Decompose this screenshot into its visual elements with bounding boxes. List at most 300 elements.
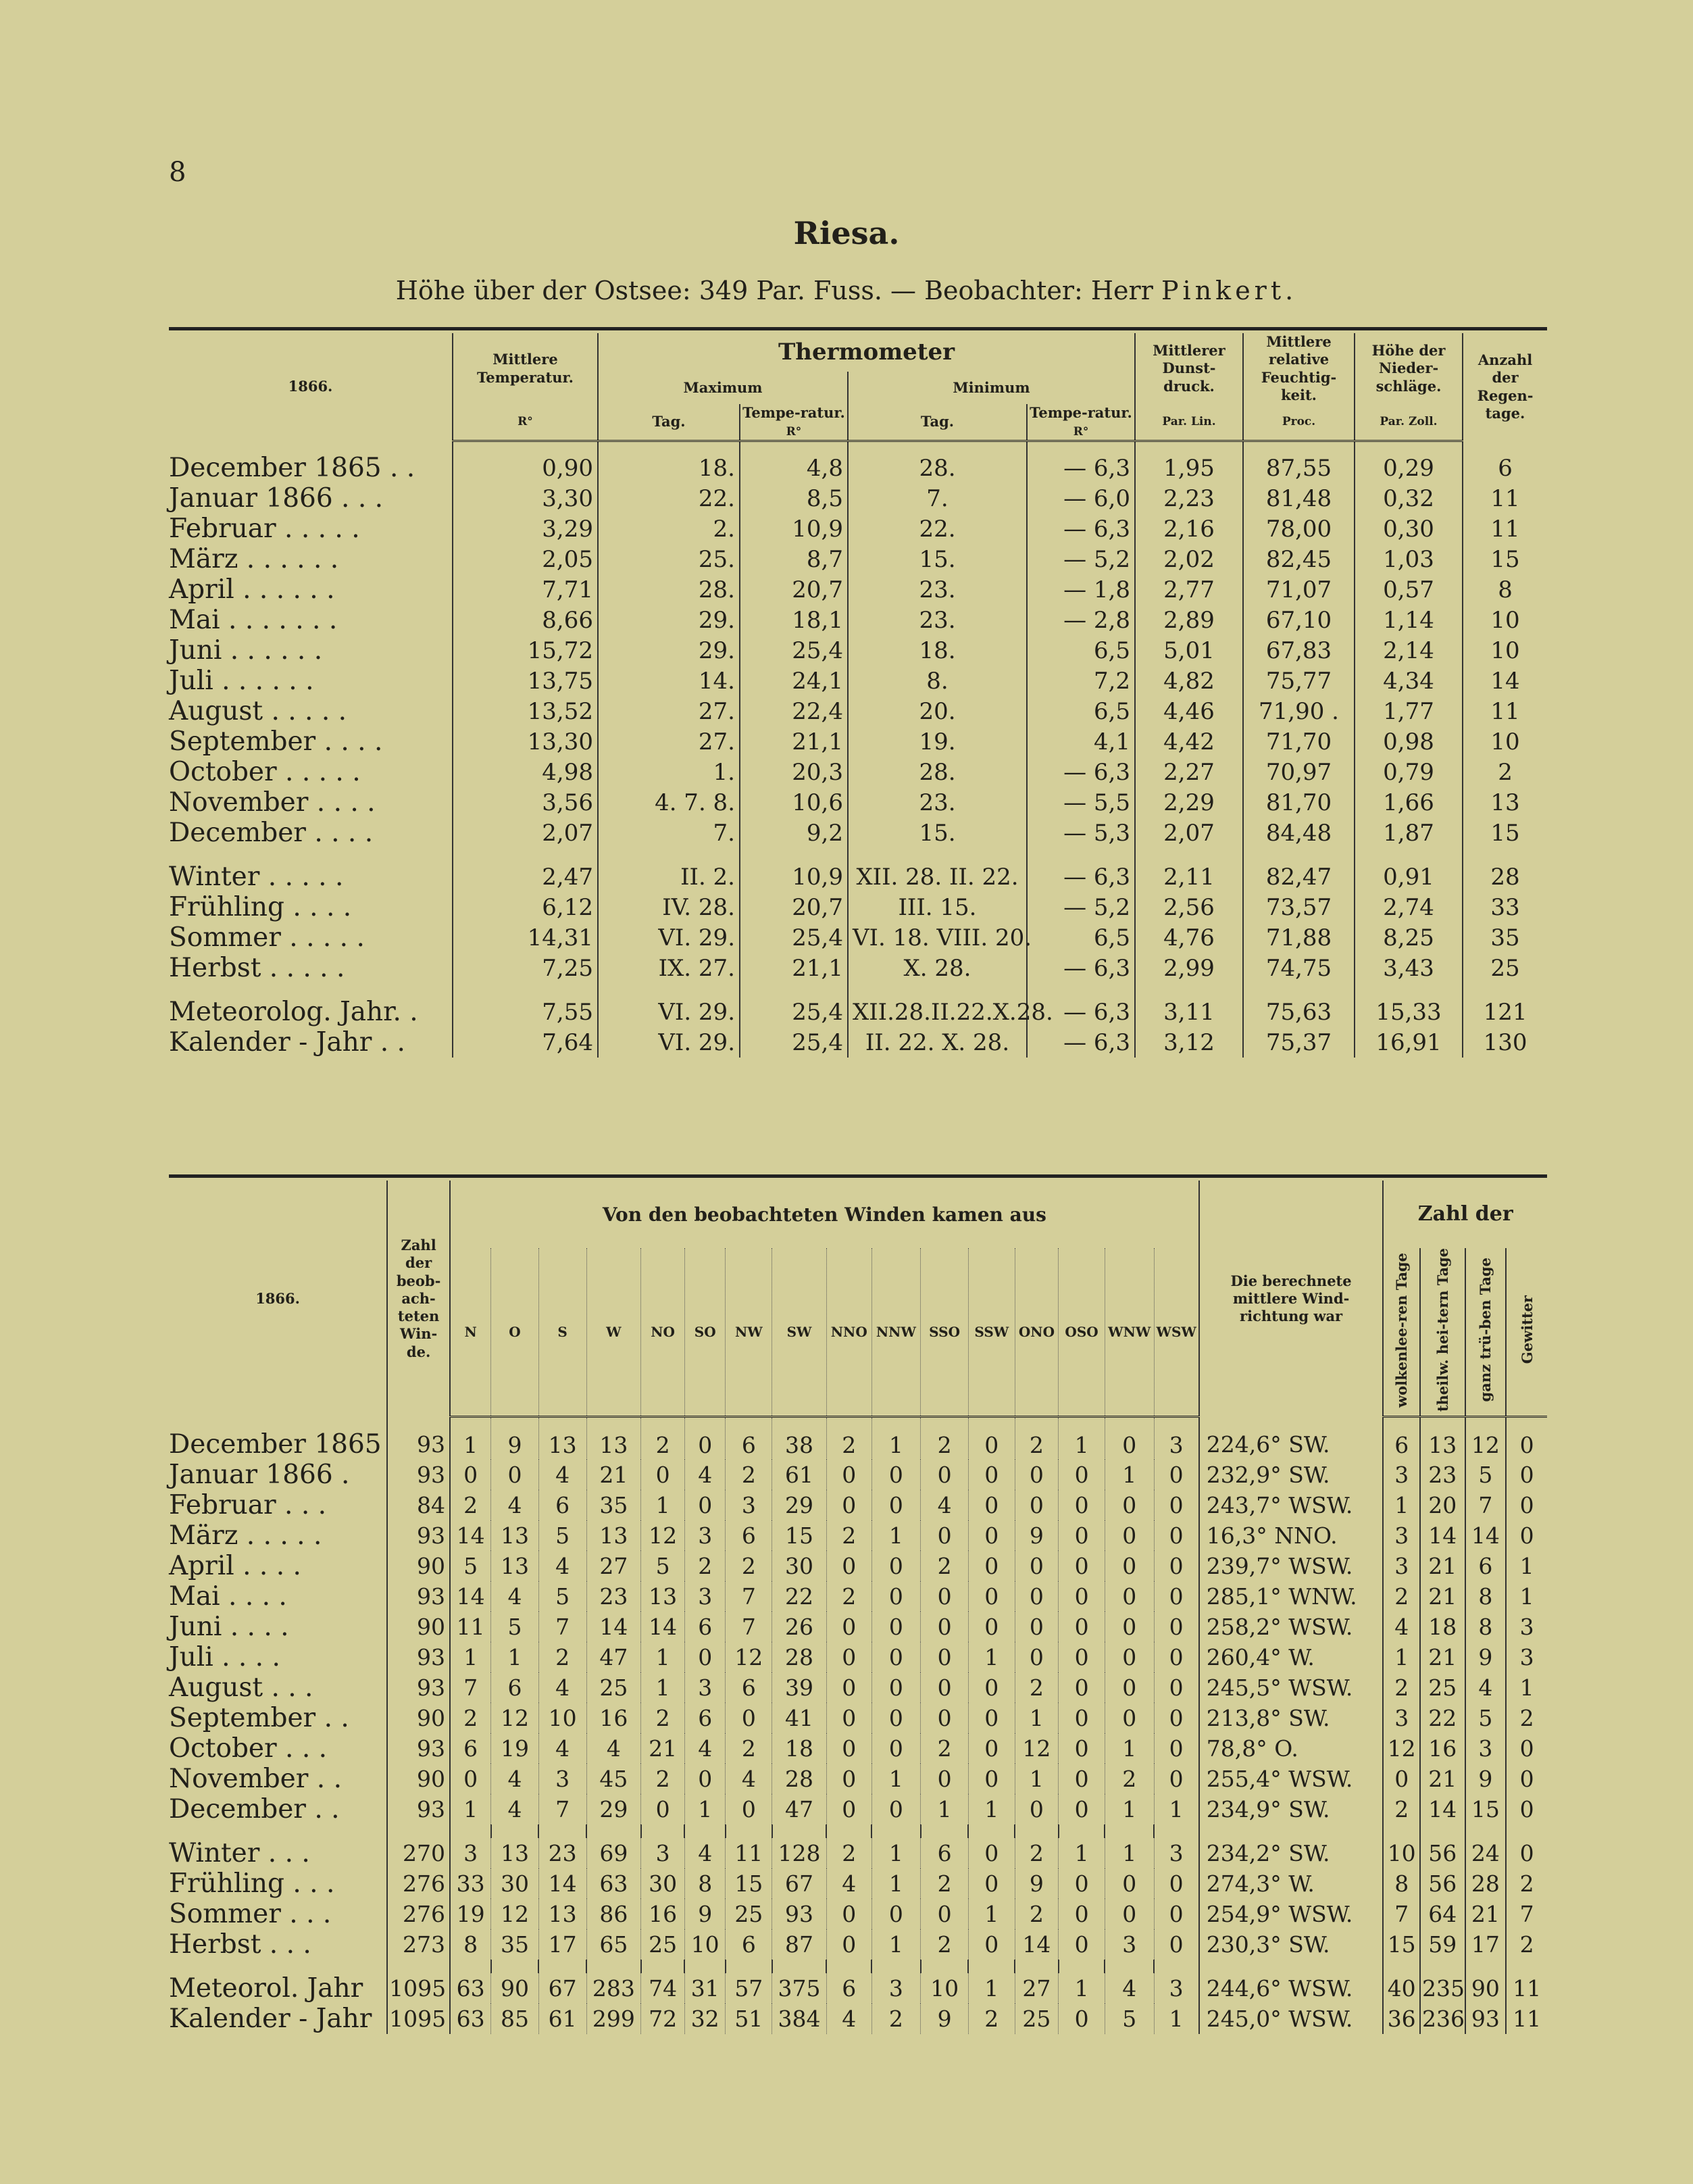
cell-mean: 7,25	[453, 953, 598, 983]
cell-wind: 1	[1015, 1703, 1059, 1733]
cell-wind: 0	[826, 1733, 871, 1764]
cell-wind: 0	[968, 1672, 1015, 1703]
cell-min-t: — 6,3	[1027, 514, 1135, 544]
cell-wind: 61	[538, 2004, 586, 2034]
cell-wind: 0	[826, 1794, 871, 1825]
row-label: Kalender - Jahr	[169, 2003, 372, 2034]
cell-wind: 1	[1105, 1838, 1154, 1868]
cell-wind: 3	[1105, 1929, 1154, 1960]
cell-wind: 0	[1059, 1703, 1105, 1733]
cell-wind: 0	[726, 1794, 772, 1825]
cell-days: 14	[1420, 1520, 1465, 1551]
cell-rain: 121	[1463, 997, 1547, 1027]
cell-days: 25	[1420, 1672, 1465, 1703]
table-row-month	[169, 666, 1547, 696]
table-row-season	[169, 953, 1547, 983]
cell-wind: 2	[826, 1520, 871, 1551]
cell-wind: 0	[1105, 1868, 1154, 1899]
cell-wind: 0	[1154, 1672, 1199, 1703]
cell-wind: 0	[921, 1460, 969, 1490]
cell-wind: 14	[450, 1581, 491, 1612]
cell-vapor: 2,02	[1135, 544, 1243, 574]
cell-mean: 13,75	[453, 666, 598, 696]
cell-max-t: 8,7	[740, 544, 848, 574]
cell-mean: 13,30	[453, 726, 598, 757]
cell-wind: 1	[1015, 1764, 1059, 1794]
cell-wind: 0	[1154, 1733, 1199, 1764]
cell-wind: 0	[491, 1460, 539, 1490]
cell-days: 3	[1506, 1612, 1547, 1642]
cell-days: 0	[1506, 1520, 1547, 1551]
unit-humidity: Proc.	[1243, 404, 1355, 441]
cell-max-day: VI. 29.	[598, 997, 740, 1027]
col-rain-days: Anzahl der Regen-tage.	[1463, 333, 1547, 441]
cell-wind: 7	[726, 1581, 772, 1612]
gap-cell	[1463, 848, 1547, 862]
cell-rain: 35	[1463, 922, 1547, 953]
cell-wind: 2	[1015, 1417, 1059, 1460]
cell-wind: 0	[826, 1551, 871, 1581]
cell-wind: 74	[641, 1973, 685, 2004]
cell-wind: 0	[1154, 1551, 1199, 1581]
cell-wind: 3	[538, 1764, 586, 1794]
cell-rain: 11	[1463, 514, 1547, 544]
cell-wind: 14	[586, 1612, 641, 1642]
cell-mean: 13,52	[453, 696, 598, 726]
gap-cell	[1355, 848, 1463, 862]
gap-cell	[1243, 848, 1355, 862]
cell-min-day: VI. 18. VIII. 20.	[848, 922, 1027, 953]
row-gap	[169, 983, 1547, 997]
cell-days: 93	[1465, 2004, 1507, 2034]
cell-wind: 0	[450, 1460, 491, 1490]
cell-wind: 0	[968, 1581, 1015, 1612]
cell-wind: 63	[450, 1973, 491, 2004]
wind-dir-header: S	[538, 1248, 586, 1417]
cell-hum: 67,10	[1243, 605, 1355, 635]
cell-wind: 1	[1059, 1973, 1105, 2004]
row-label: Frühling . . .	[169, 1868, 335, 1899]
cell-direction: 243,7° WSW.	[1199, 1490, 1384, 1520]
cell-wind: 0	[1154, 1899, 1199, 1929]
col-max-day: Tag.	[598, 404, 740, 441]
cell-wind: 10	[921, 1973, 969, 2004]
cell-min-day: 22.	[848, 514, 1027, 544]
cell-days: 1	[1506, 1581, 1547, 1612]
cell-wind: 5	[1105, 2004, 1154, 2034]
cell-wind: 9	[921, 2004, 969, 2034]
cell-hum: 71,88	[1243, 922, 1355, 953]
cell-vapor: 2,11	[1135, 862, 1243, 892]
wind-row-month	[169, 1581, 1547, 1612]
cell-vapor: 3,11	[1135, 997, 1243, 1027]
cell-wind: 12	[491, 1899, 539, 1929]
unit-vapor: Par. Lin.	[1135, 404, 1243, 441]
cell-rain: 11	[1463, 483, 1547, 514]
unit-mean-temp: R°	[453, 404, 598, 441]
cell-wind: 2	[538, 1642, 586, 1672]
cell-wind: 32	[684, 2004, 726, 2034]
cell-max-t: 22,4	[740, 696, 848, 726]
row-label: Februar . . . . .	[169, 514, 360, 544]
row-label: Herbst . . .	[169, 1929, 311, 1960]
cell-wind: 0	[1059, 1460, 1105, 1490]
cell-wind: 4	[1105, 1973, 1154, 2004]
cell-wind: 0	[968, 1520, 1015, 1551]
cell-hum: 75,63	[1243, 997, 1355, 1027]
cell-wind: 0	[871, 1703, 921, 1733]
cell-direction: 16,3° NNO.	[1199, 1520, 1384, 1551]
cell-days: 22	[1420, 1703, 1465, 1733]
cell-wind: 6	[726, 1520, 772, 1551]
cell-direction: 239,7° WSW.	[1199, 1551, 1384, 1581]
wind-dir-header: SO	[684, 1248, 726, 1417]
gap-cell	[598, 848, 740, 862]
cell-wind: 6	[684, 1612, 726, 1642]
page-subtitle	[0, 276, 1693, 305]
table-row-year	[169, 1027, 1547, 1058]
cell-max-t: 8,5	[740, 483, 848, 514]
cell-wind: 28	[772, 1764, 827, 1794]
cell-count: 1095	[387, 2004, 450, 2034]
cell-wind: 72	[641, 2004, 685, 2034]
cell-prec: 2,74	[1355, 892, 1463, 922]
row-label: December . .	[169, 1793, 340, 1825]
cell-max-day: 25.	[598, 544, 740, 574]
cell-wind: 0	[968, 1490, 1015, 1520]
cell-wind: 6	[726, 1929, 772, 1960]
cell-wind: 0	[871, 1612, 921, 1642]
row-gap	[169, 1960, 1547, 1973]
cell-wind: 2	[826, 1838, 871, 1868]
cell-days: 56	[1420, 1868, 1465, 1899]
observer-name: Pinkert.	[1161, 276, 1298, 305]
wind-dir-header: SSO	[921, 1248, 969, 1417]
cell-days: 2	[1383, 1672, 1420, 1703]
cell-wind: 0	[1059, 1612, 1105, 1642]
row-label: Meteorol. Jahr	[169, 1972, 363, 2004]
cell-wind: 2	[921, 1868, 969, 1899]
cell-mean: 3,30	[453, 483, 598, 514]
wind-row-month	[169, 1733, 1547, 1764]
cell-max-t: 25,4	[740, 922, 848, 953]
cell-count: 273	[387, 1929, 450, 1960]
cell-max-t: 9,2	[740, 818, 848, 848]
wind-row-month	[169, 1490, 1547, 1520]
cell-days: 9	[1465, 1642, 1507, 1672]
cell-max-t: 25,4	[740, 1027, 848, 1058]
cell-wind: 0	[1154, 1460, 1199, 1490]
cell-rain: 10	[1463, 605, 1547, 635]
cell-wind: 13	[641, 1581, 685, 1612]
cell-days: 0	[1383, 1764, 1420, 1794]
cell-wind: 0	[871, 1672, 921, 1703]
gap-cell	[1420, 1960, 1465, 1973]
cell-rain: 15	[1463, 544, 1547, 574]
row-label: November . . . .	[169, 787, 376, 818]
row-label: Frühling . . . .	[169, 892, 352, 922]
cell-wind: 0	[1015, 1551, 1059, 1581]
cell-count: 90	[387, 1612, 450, 1642]
row-label: Januar 1866 . . .	[169, 483, 384, 514]
cell-prec: 1,87	[1355, 818, 1463, 848]
gap-cell	[772, 1960, 827, 1973]
cell-wind: 0	[1059, 2004, 1105, 2034]
cell-vapor: 2,77	[1135, 574, 1243, 605]
cell-direction: 260,4° W.	[1199, 1642, 1384, 1672]
cell-wind: 29	[772, 1490, 827, 1520]
col-vapor: Mittlerer Dunst-druck.	[1135, 333, 1243, 404]
cell-wind: 13	[586, 1417, 641, 1460]
cell-mean: 15,72	[453, 635, 598, 666]
cell-wind: 0	[826, 1929, 871, 1960]
wind-dir-header: SSW	[968, 1248, 1015, 1417]
cell-wind: 3	[450, 1838, 491, 1868]
gap-cell	[169, 1960, 387, 1973]
cell-wind: 13	[491, 1520, 539, 1551]
cell-max-t: 10,9	[740, 862, 848, 892]
cell-min-t: 7,2	[1027, 666, 1135, 696]
cell-wind: 2	[826, 1581, 871, 1612]
cell-direction: 258,2° WSW.	[1199, 1612, 1384, 1642]
gap-cell	[1383, 1960, 1420, 1973]
cell-wind: 25	[1015, 2004, 1059, 2034]
wind-row-month	[169, 1551, 1547, 1581]
row-label: Winter . . .	[169, 1837, 310, 1868]
cell-wind: 0	[826, 1672, 871, 1703]
cell-wind: 0	[826, 1703, 871, 1733]
gap-cell	[726, 1960, 772, 1973]
cell-max-day: 22.	[598, 483, 740, 514]
cell-days: 23	[1420, 1460, 1465, 1490]
cell-rain: 11	[1463, 696, 1547, 726]
cell-hum: 74,75	[1243, 953, 1355, 983]
cell-wind: 90	[491, 1973, 539, 2004]
cell-wind: 0	[1154, 1642, 1199, 1672]
cell-days: 12	[1465, 1417, 1507, 1460]
cell-days: 13	[1420, 1417, 1465, 1460]
cell-days: 0	[1506, 1838, 1547, 1868]
cell-max-day: II. 2.	[598, 862, 740, 892]
cell-wind: 27	[586, 1551, 641, 1581]
cell-max-day: 27.	[598, 726, 740, 757]
cell-wind: 4	[586, 1733, 641, 1764]
wind-row-season	[169, 1929, 1547, 1960]
cell-wind: 2	[726, 1733, 772, 1764]
row-label: Juni . . . .	[169, 1611, 289, 1642]
cell-wind: 6	[538, 1490, 586, 1520]
cell-wind: 0	[968, 1551, 1015, 1581]
cell-mean: 7,71	[453, 574, 598, 605]
table-row-month	[169, 696, 1547, 726]
cell-rain: 14	[1463, 666, 1547, 696]
cell-max-t: 21,1	[740, 726, 848, 757]
gap-cell	[491, 1960, 539, 1973]
cell-days: 64	[1420, 1899, 1465, 1929]
row-gap	[169, 848, 1547, 862]
gap-cell	[848, 983, 1027, 997]
cell-count: 90	[387, 1764, 450, 1794]
cell-wind: 63	[450, 2004, 491, 2034]
cell-days: 36	[1383, 2004, 1420, 2034]
cell-prec: 0,29	[1355, 441, 1463, 483]
cell-min-day: 23.	[848, 574, 1027, 605]
cell-min-day: 23.	[848, 605, 1027, 635]
cell-days: 21	[1465, 1899, 1507, 1929]
cell-prec: 0,98	[1355, 726, 1463, 757]
cell-days: 0	[1506, 1794, 1547, 1825]
cell-direction: 254,9° WSW.	[1199, 1899, 1384, 1929]
cell-wind: 0	[684, 1764, 726, 1794]
cell-wind: 2	[641, 1764, 685, 1794]
cell-hum: 73,57	[1243, 892, 1355, 922]
cell-count: 93	[387, 1672, 450, 1703]
cell-prec: 0,91	[1355, 862, 1463, 892]
cell-wind: 2	[450, 1703, 491, 1733]
cell-wind: 47	[586, 1642, 641, 1672]
page-number: 8	[169, 157, 186, 188]
cell-wind: 6	[684, 1703, 726, 1733]
cell-wind: 45	[586, 1764, 641, 1794]
cell-days: 4	[1465, 1672, 1507, 1703]
gap-cell	[1383, 1825, 1420, 1838]
cell-wind: 2	[921, 1929, 969, 1960]
cell-wind: 22	[772, 1581, 827, 1612]
cell-direction: 224,6° SW.	[1199, 1417, 1384, 1460]
cell-wind: 25	[726, 1899, 772, 1929]
cell-hum: 84,48	[1243, 818, 1355, 848]
table-row-month	[169, 441, 1547, 483]
gap-cell	[1465, 1825, 1507, 1838]
cell-wind: 8	[684, 1868, 726, 1899]
cell-hum: 70,97	[1243, 757, 1355, 787]
row-label: Winter . . . . .	[169, 862, 344, 892]
cell-direction: 255,4° WSW.	[1199, 1764, 1384, 1794]
row-label: Februar . . .	[169, 1489, 327, 1520]
cell-wind: 0	[968, 1764, 1015, 1794]
cell-wind: 283	[586, 1973, 641, 2004]
wind-dir-header: NNO	[826, 1248, 871, 1417]
cell-days: 10	[1383, 1838, 1420, 1868]
cell-wind: 0	[1015, 1612, 1059, 1642]
cell-wind: 13	[491, 1551, 539, 1581]
temperature-table	[169, 333, 1547, 1058]
days-header	[1506, 1248, 1547, 1417]
row-label: December 1865 . .	[169, 453, 415, 483]
cell-wind: 21	[586, 1460, 641, 1490]
cell-min-day: XII. 28. II. 22.	[848, 862, 1027, 892]
cell-min-day: 28.	[848, 441, 1027, 483]
col-min-day: Tag.	[848, 404, 1027, 441]
wind-row-month	[169, 1417, 1547, 1460]
cell-prec: 0,30	[1355, 514, 1463, 544]
cell-wind: 25	[641, 1929, 685, 1960]
cell-wind: 4	[684, 1460, 726, 1490]
table-row-month	[169, 818, 1547, 848]
subtitle-text: Höhe über der Ostsee: 349 Par. Fuss. — Beobachter: Herr	[395, 276, 1153, 305]
cell-max-day: 28.	[598, 574, 740, 605]
cell-max-t: 24,1	[740, 666, 848, 696]
gap-cell	[726, 1825, 772, 1838]
cell-wind: 0	[871, 1581, 921, 1612]
cell-wind: 1	[1105, 1794, 1154, 1825]
wind-col-computed: Die berechnete mittlere Wind-richtung war	[1199, 1181, 1384, 1417]
col-thermometer: Thermometer	[598, 333, 1135, 372]
cell-min-t: — 6,0	[1027, 483, 1135, 514]
cell-wind: 5	[641, 1551, 685, 1581]
cell-wind: 1	[871, 1764, 921, 1794]
cell-wind: 93	[772, 1899, 827, 1929]
cell-days: 8	[1465, 1581, 1507, 1612]
cell-wind: 28	[772, 1642, 827, 1672]
cell-wind: 63	[586, 1868, 641, 1899]
cell-rain: 13	[1463, 787, 1547, 818]
cell-wind: 0	[1154, 1520, 1199, 1551]
cell-hum: 87,55	[1243, 441, 1355, 483]
gap-cell	[1154, 1825, 1199, 1838]
cell-wind: 4	[538, 1672, 586, 1703]
cell-wind: 14	[1015, 1929, 1059, 1960]
cell-wind: 15	[726, 1868, 772, 1899]
cell-days: 2	[1506, 1703, 1547, 1733]
row-label: October . . .	[169, 1733, 328, 1764]
cell-wind: 0	[684, 1642, 726, 1672]
cell-vapor: 5,01	[1135, 635, 1243, 666]
cell-days: 3	[1465, 1733, 1507, 1764]
wind-row-month	[169, 1612, 1547, 1642]
days-header-label: theilw. hei-tern Tage	[1434, 1248, 1451, 1412]
col-year: 1866.	[288, 378, 333, 395]
cell-wind: 0	[726, 1703, 772, 1733]
gap-cell	[1463, 983, 1547, 997]
wind-row-month	[169, 1703, 1547, 1733]
cell-wind: 6	[921, 1838, 969, 1868]
cell-wind: 30	[641, 1868, 685, 1899]
cell-direction: 213,8° SW.	[1199, 1703, 1384, 1733]
cell-wind: 67	[772, 1868, 827, 1899]
row-label: April . . . . . .	[169, 574, 335, 605]
cell-days: 0	[1506, 1733, 1547, 1764]
cell-count: 84	[387, 1490, 450, 1520]
gap-cell	[1059, 1960, 1105, 1973]
wind-dir-header: W	[586, 1248, 641, 1417]
cell-wind: 0	[921, 1612, 969, 1642]
cell-direction: 230,3° SW.	[1199, 1929, 1384, 1960]
cell-max-t: 20,7	[740, 574, 848, 605]
cell-wind: 1	[450, 1417, 491, 1460]
gap-cell	[1420, 1825, 1465, 1838]
cell-days: 3	[1383, 1460, 1420, 1490]
cell-wind: 2	[1015, 1899, 1059, 1929]
cell-wind: 5	[538, 1520, 586, 1551]
cell-wind: 4	[684, 1733, 726, 1764]
cell-wind: 2	[1015, 1838, 1059, 1868]
row-label: November . .	[169, 1763, 342, 1794]
gap-cell	[848, 848, 1027, 862]
cell-days: 17	[1465, 1929, 1507, 1960]
cell-prec: 1,66	[1355, 787, 1463, 818]
cell-wind: 6	[491, 1672, 539, 1703]
cell-count: 276	[387, 1899, 450, 1929]
cell-days: 14	[1465, 1520, 1507, 1551]
cell-count: 93	[387, 1417, 450, 1460]
wind-row-month	[169, 1642, 1547, 1672]
table-row-season	[169, 892, 1547, 922]
gap-cell	[598, 983, 740, 997]
cell-wind: 6	[726, 1417, 772, 1460]
cell-prec: 0,57	[1355, 574, 1463, 605]
cell-days: 7	[1506, 1899, 1547, 1929]
